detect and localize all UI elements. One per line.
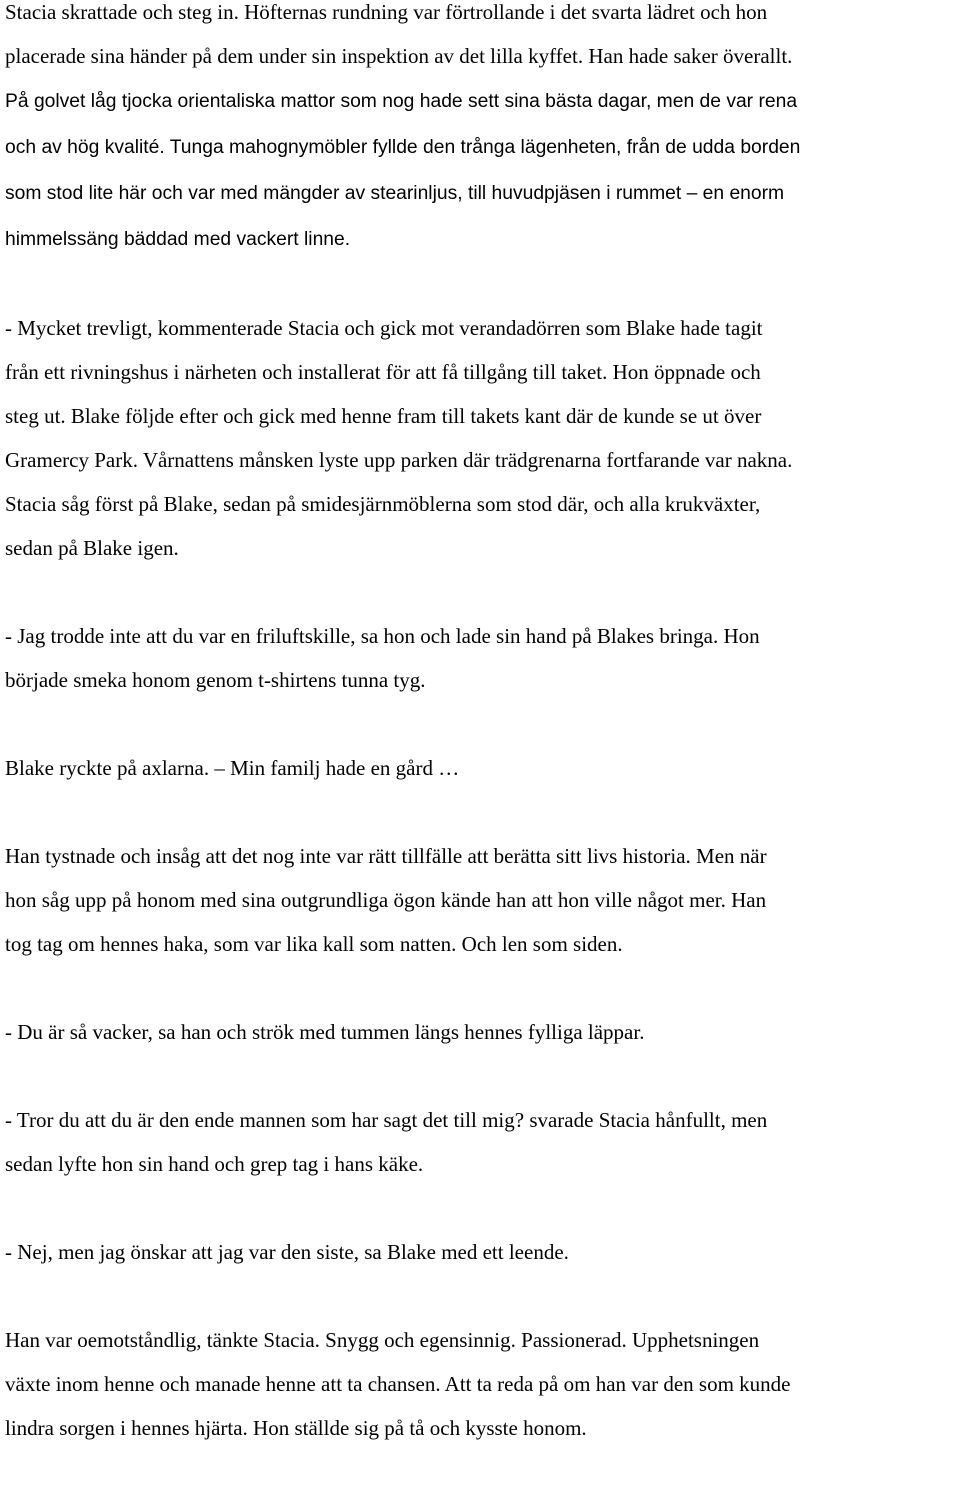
text-line [5, 482, 960, 526]
text-segment: Han tystnade och insåg att det nog inte var rätt tillfälle att berätta sitt livs historia. Men när [5, 844, 767, 868]
text-segment: - Jag trodde inte att du var en friluftskille, sa hon och lade sin hand på Blakes bringa. Hon [5, 624, 760, 648]
text-line [5, 170, 960, 216]
text-line [5, 1230, 960, 1274]
text-line [5, 834, 960, 878]
text-segment: från ett rivningshus i närheten och installerat för att få tillgång till taket. Hon öppnade och [5, 360, 761, 384]
text-line [5, 922, 960, 966]
text-segment: tog tag om hennes haka, som var lika kall som natten. Och len som siden. [5, 932, 623, 956]
text-line [5, 394, 960, 438]
text-line [5, 34, 960, 78]
paragraph-p2 [5, 306, 960, 570]
paragraph-p9 [5, 1318, 960, 1450]
text-line [5, 1406, 960, 1450]
text-line [5, 78, 960, 124]
text-segment: hon såg upp på honom med sina outgrundliga ögon kände han att hon ville något mer. Han [5, 888, 767, 912]
text-line [5, 526, 960, 570]
text-segment: började smeka honom genom t-shirtens tunna tyg. [5, 668, 426, 692]
text-line [5, 658, 960, 702]
text-line [5, 1142, 960, 1186]
text-line [5, 306, 960, 350]
paragraph-p7 [5, 1098, 960, 1186]
text-line [5, 878, 960, 922]
text-segment: Stacia såg först på Blake, sedan på smidesjärnmöblerna som stod där, och alla krukväxter, [5, 492, 761, 516]
text-segment: som stod lite här och var med mängder av stearinljus, till huvudpjäsen i rummet – en enorm [5, 183, 785, 204]
text-segment: steg ut. Blake följde efter och gick med henne fram till takets kant där de kunde se ut över [5, 404, 762, 428]
text-segment: Stacia skrattade och steg in. Höfternas rundning var förtrollande i det svarta lädret och hon [5, 0, 768, 24]
text-line [5, 746, 960, 790]
paragraph-p8 [5, 1230, 960, 1274]
text-segment: himmelssäng bäddad med vackert linne. [5, 229, 351, 250]
text-line [5, 1010, 960, 1054]
paragraph-p1 [5, 0, 960, 262]
paragraph-p5 [5, 834, 960, 966]
document-page [5, 0, 960, 1494]
text-line [5, 614, 960, 658]
text-segment: - Du är så vacker, sa han och strök med tummen längs hennes fylliga läppar. [5, 1020, 645, 1044]
text-segment: Blake ryckte på axlarna. – Min familj hade en gård … [5, 756, 460, 780]
paragraph-p3 [5, 614, 960, 702]
text-segment: lindra sorgen i hennes hjärta. Hon ställde sig på tå och kysste honom. [5, 1416, 587, 1440]
text-line [5, 124, 960, 170]
paragraph-p4 [5, 746, 960, 790]
text-segment: - Mycket trevligt, kommenterade Stacia och gick mot verandadörren som Blake hade tagit [5, 316, 763, 340]
text-line [5, 1318, 960, 1362]
text-segment: Gramercy Park. Vårnattens månsken lyste upp parken där trädgrenarna fortfarande var nakna. [5, 448, 793, 472]
text-line [5, 0, 960, 34]
text-segment: - Tror du att du är den ende mannen som har sagt det till mig? svarade Stacia hånfullt, men [5, 1108, 768, 1132]
text-line [5, 438, 960, 482]
text-line [5, 1362, 960, 1406]
text-line [5, 350, 960, 394]
text-segment: På golvet låg tjocka orientaliska mattor som nog hade sett sina bästa dagar, men de var rena [5, 91, 798, 112]
text-line [5, 1098, 960, 1142]
text-segment: sedan lyfte hon sin hand och grep tag i hans käke. [5, 1152, 424, 1176]
text-segment: växte inom henne och manade henne att ta chansen. Att ta reda på om han var den som kunde [5, 1372, 791, 1396]
text-segment: och av hög kvalité. Tunga mahognymöbler fyllde den trånga lägenheten, från de udda borden [5, 137, 801, 158]
text-segment: - Nej, men jag önskar att jag var den siste, sa Blake med ett leende. [5, 1240, 569, 1264]
text-segment: Han var oemotståndlig, tänkte Stacia. Snygg och egensinnig. Passionerad. Upphetsningen [5, 1328, 760, 1352]
paragraph-p6 [5, 1010, 960, 1054]
text-line [5, 216, 960, 262]
text-segment: placerade sina händer på dem under sin inspektion av det lilla kyffet. Han hade saker överallt. [5, 44, 793, 68]
text-segment: sedan på Blake igen. [5, 536, 179, 560]
